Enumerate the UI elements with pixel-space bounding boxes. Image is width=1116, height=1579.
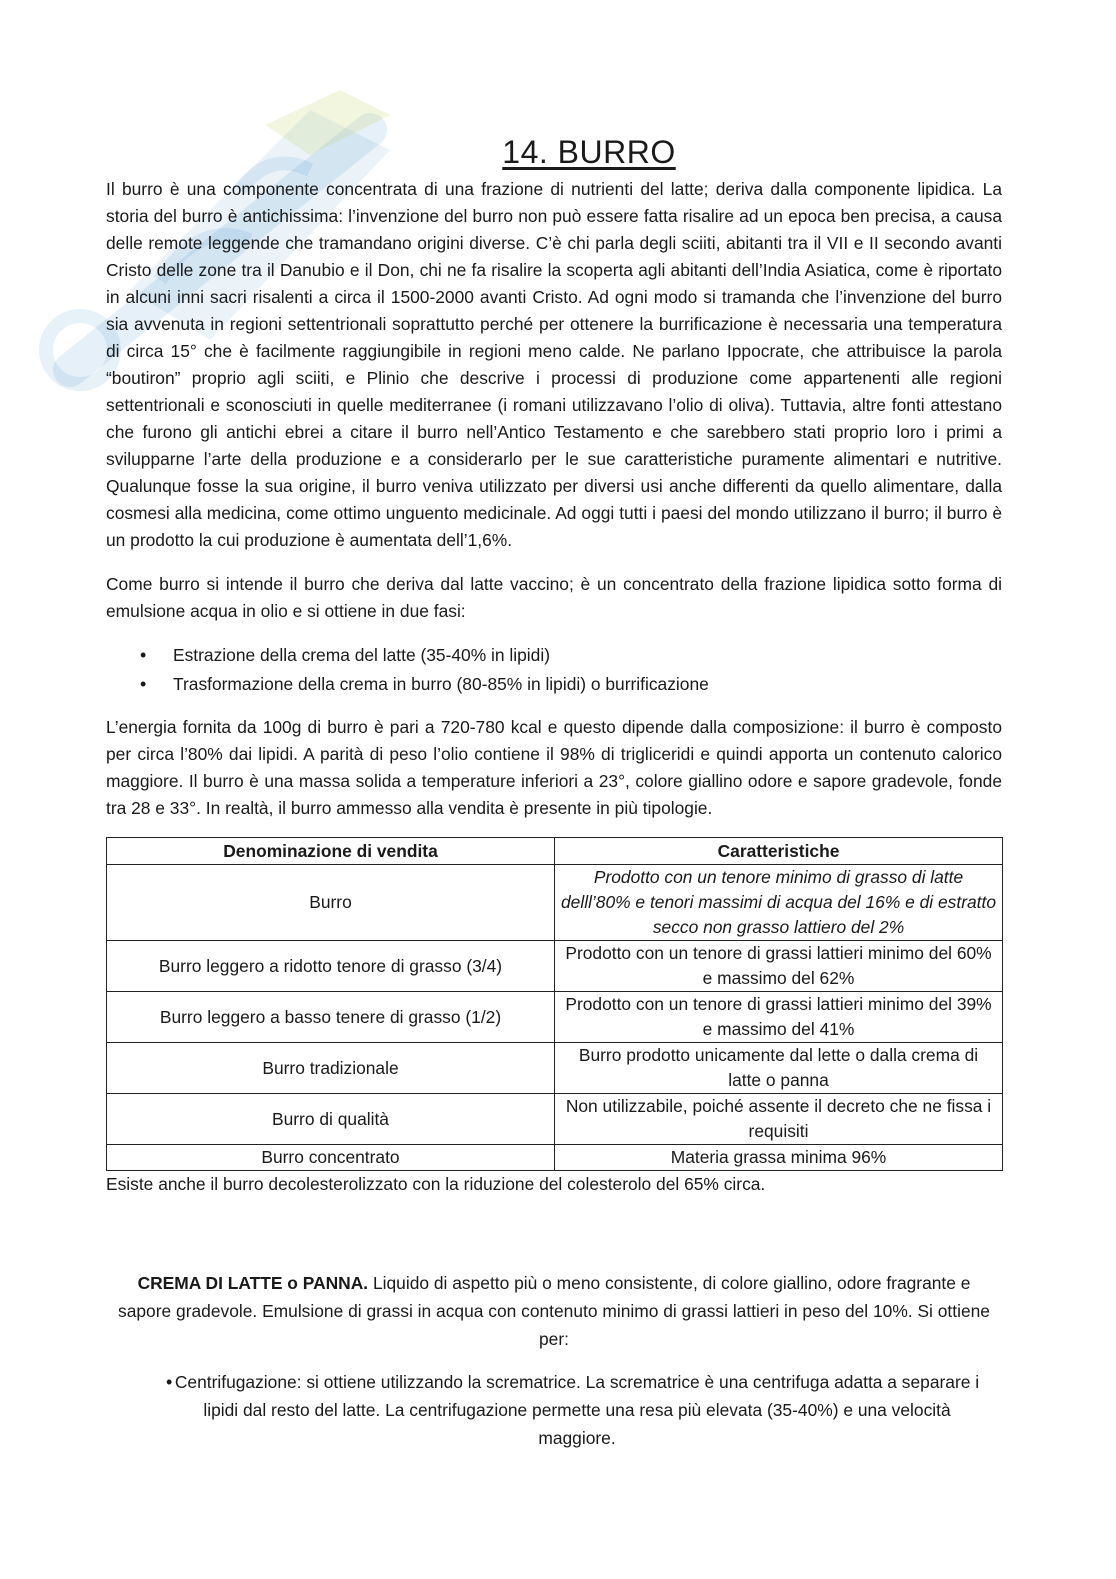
list-item: • Centrifugazione: si ottiene utilizzando la scrematrice. La scrematrice è una centrifuga adatta a separare i lipidi dal resto del latte. La centrifugazione permette una resa più elevata (35-40%) e una velocità maggiore. (106, 1368, 1002, 1452)
table-header-row (107, 838, 1003, 865)
table-cell: Burro (107, 865, 555, 941)
list-item: • Trasformazione della crema in burro (80-85% in lipidi) o burrificazione (106, 670, 1002, 699)
column-header: Caratteristiche (555, 838, 1003, 865)
decholesterol-note: Esiste anche il burro decolesterolizzato con la riduzione del colesterolo del 65% circa. (106, 1174, 766, 1194)
table-row (107, 1094, 1003, 1145)
table-row (107, 1145, 1003, 1171)
energy-paragraph: L’energia fornita da 100g di burro è pari a 720-780 kcal e questo dipende dalla composizione: il burro è composto per circa l’80% dai lipidi. A parità di peso l’olio contiene il 98% di trigliceridi e quindi apporta un contenuto calorico maggiore. Il burro è una massa solida a temperature inferiori a 23°, colore giallino odore e sapore gradevole, fonde tra 28 e 33°. In realtà, il burro ammesso alla vendita è presente in più tipologie. (106, 717, 1002, 818)
crema-heading: CREMA DI LATTE o PANNA. (137, 1273, 369, 1293)
crema-text: Liquido di aspetto più o meno consistente, di colore giallino, odore fragrante e sapore gradevole. Emulsione di grassi in acqua con contenuto minimo di grassi lattieri in peso del 10%. Si ottiene per: (118, 1273, 990, 1349)
definition-paragraph: Come burro si intende il burro che deriva dal latte vaccino; è un concentrato della frazione lipidica sotto forma di emulsione acqua in olio e si ottiene in due fasi: (106, 574, 1002, 621)
table-cell: Burro leggero a basso tenere di grasso (1/2) (107, 992, 555, 1043)
table-cell: Burro di qualità (107, 1094, 555, 1145)
table-row (107, 992, 1003, 1043)
document-page (106, 130, 1002, 1452)
table-cell: Non utilizzabile, poiché assente il decreto che ne fissa i requisiti (555, 1094, 1003, 1145)
table-cell: Prodotto con un tenore di grassi lattieri minimo del 39% e massimo del 41% (555, 992, 1003, 1043)
crema-paragraph (106, 1269, 1002, 1353)
page-title: 14. BURRO (502, 134, 676, 170)
table-row (107, 941, 1003, 992)
table-cell: Burro leggero a ridotto tenore di grasso (3/4) (107, 941, 555, 992)
table-row (107, 865, 1003, 941)
intro-paragraph: Il burro è una componente concentrata di una frazione di nutrienti del latte; deriva dalla componente lipidica. La storia del burro è antichissima: l’invenzione del burro non può essere fatta risalire ad un epoca ben precisa, a causa delle remote leggende che tramandano origini diverse. C’è chi parla degli sciiti, abitanti tra il VII e II secondo avanti Cristo delle zone tra il Danubio e il Don, chi ne fa risalire la scoperta agli abitanti dell’India Asiatica, come è riportato in alcuni inni sacri risalenti a circa il 1500-2000 avanti Cristo. Ad ogni modo si tramanda che l’invenzione del burro sia avvenuta in regioni settentrionali soprattutto perché per ottenere la burrificazione è necessaria una temperatura di circa 15° che è facilmente raggiungibile in regioni meno calde. Ne parlano Ippocrate, che attribuisce la parola “boutiron” proprio agli sciiti, e Plinio che descrive i processi di produzione come appartenenti alle regioni settentrionali e sconosciuti in quelle mediterranee (i romani utilizzavano l’olio di oliva). Tuttavia, altre fonti attestano che furono gli antichi ebrei a citare il burro nell’Antico Testamento e che sarebbero stati proprio loro i primi a svilupparne l’arte della produzione e a considerarlo per le sue caratteristiche puramente alimentari e nutritive. Qualunque fosse la sua origine, il burro veniva utilizzato per diversi usi anche differenti da quello alimentare, dalla cosmesi alla medicina, come ottimo unguento medicinale. Ad oggi tutti i paesi del mondo utilizzano il burro; il burro è un prodotto la cui produzione è aumentata dell’1,6%. (106, 179, 1002, 550)
table-cell: Prodotto con un tenore minimo di grasso di latte delll’80% e tenori massimi di acqua del 16% e di estratto secco non grasso lattiero del 2% (555, 865, 1003, 941)
table-cell: Burro concentrato (107, 1145, 555, 1171)
list-item: • Estrazione della crema del latte (35-40% in lipidi) (106, 641, 1002, 670)
butter-types-table (106, 837, 1003, 1171)
table-cell: Burro tradizionale (107, 1043, 555, 1094)
phases-list (106, 641, 1002, 699)
table-cell: Burro prodotto unicamente dal lette o dalla crema di latte o panna (555, 1043, 1003, 1094)
table-cell: Materia grassa minima 96% (555, 1145, 1003, 1171)
table-row (107, 1043, 1003, 1094)
table-cell: Prodotto con un tenore di grassi lattieri minimo del 60% e massimo del 62% (555, 941, 1003, 992)
methods-list (106, 1368, 1002, 1452)
column-header: Denominazione di vendita (107, 838, 555, 865)
